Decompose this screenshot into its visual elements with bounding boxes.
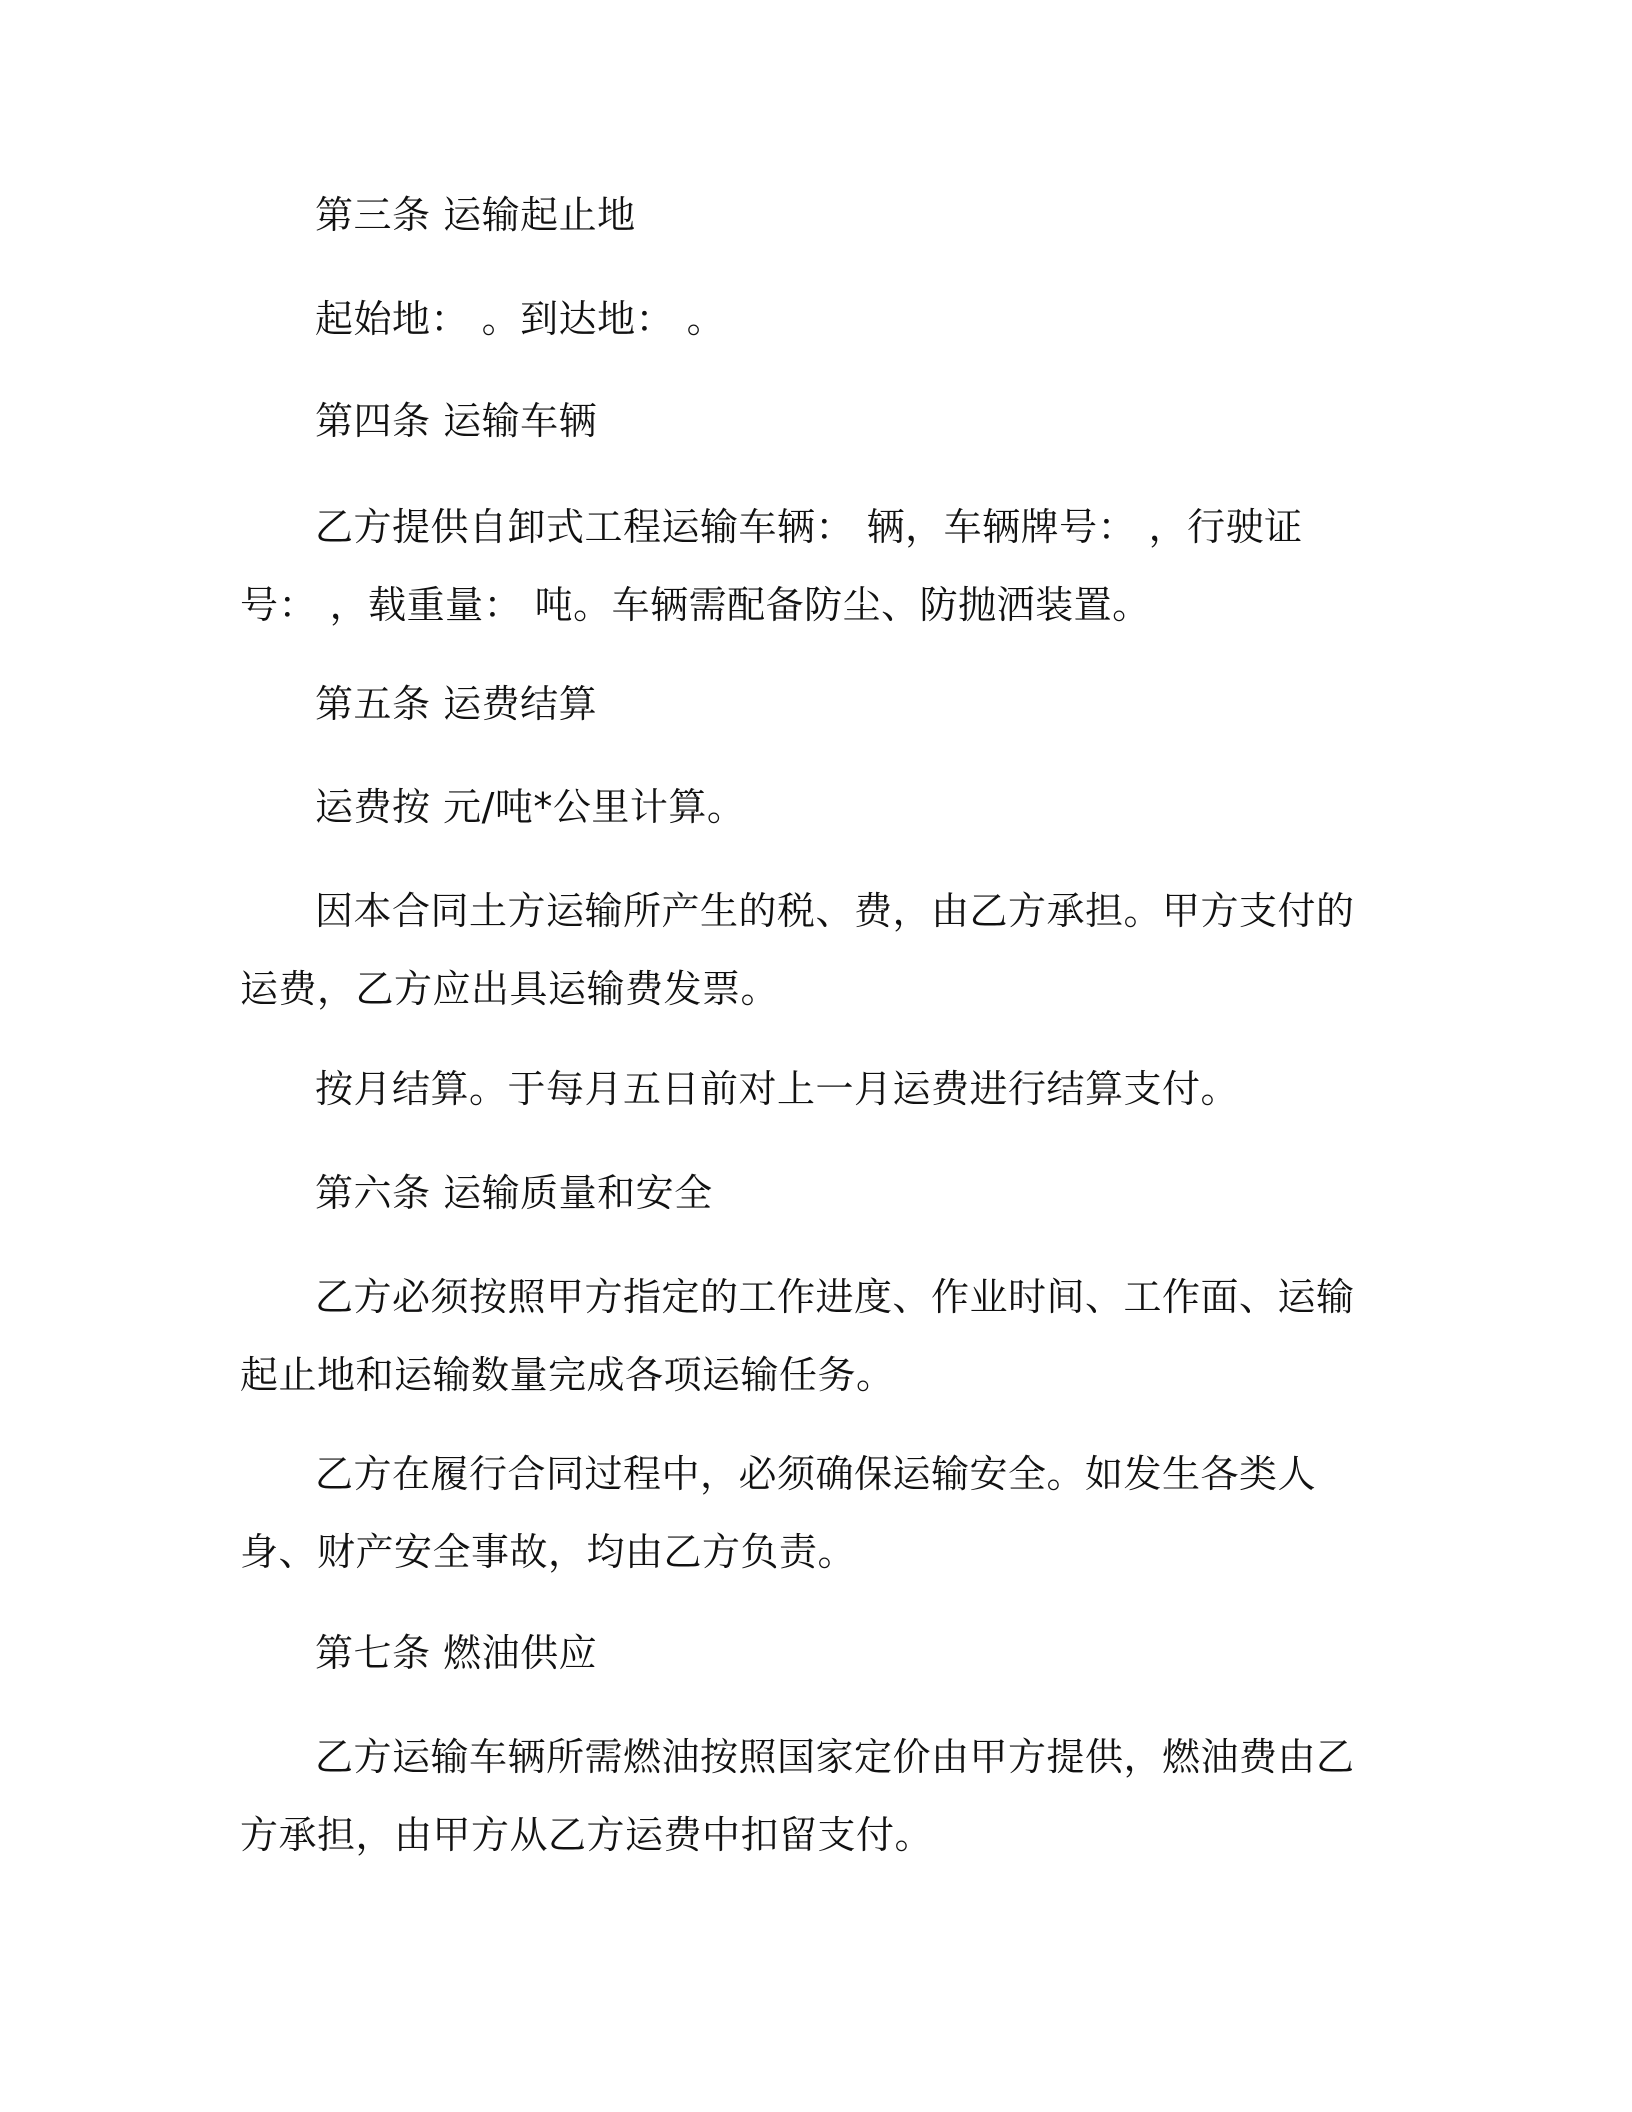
article-5-heading: 第五条 运费结算 [315, 682, 598, 726]
article-4-heading: 第四条 运输车辆 [315, 399, 598, 443]
article-5-settlement-clause: 按月结算。于每月五日前对上一月运费进行结算支付。 [315, 1067, 1240, 1111]
article-7-fuel-clause: 乙方运输车辆所需燃油按照国家定价由甲方提供，燃油费由乙方承担，由甲方从乙方运费中扣留支付。 [240, 1735, 1355, 1857]
article-6-heading: 第六条 运输质量和安全 [315, 1171, 713, 1215]
article-6-safety-clause: 乙方在履行合同过程中，必须确保运输安全。如发生各类人身、财产安全事故，均由乙方负责。 [240, 1452, 1317, 1574]
article-6-task-clause: 乙方必须按照甲方指定的工作进度、作业时间、工作面、运输起止地和运输数量完成各项运输任务。 [240, 1275, 1355, 1397]
article-5-tax-clause: 因本合同土方运输所产生的税、费，由乙方承担。甲方支付的运费，乙方应出具运输费发票。 [240, 889, 1355, 1011]
article-7-heading: 第七条 燃油供应 [315, 1631, 598, 1675]
article-3-heading: 第三条 运输起止地 [315, 193, 636, 237]
article-3-origin-destination: 起始地： 。到达地： 。 [315, 297, 726, 341]
article-4-vehicle-clause: 乙方提供自卸式工程运输车辆： 辆，车辆牌号： ，行驶证号： ，载重量： 吨。车辆需配备防尘、防抛洒装置。 [240, 505, 1303, 627]
article-5-rate-clause: 运费按 元/吨*公里计算。 [315, 785, 746, 829]
